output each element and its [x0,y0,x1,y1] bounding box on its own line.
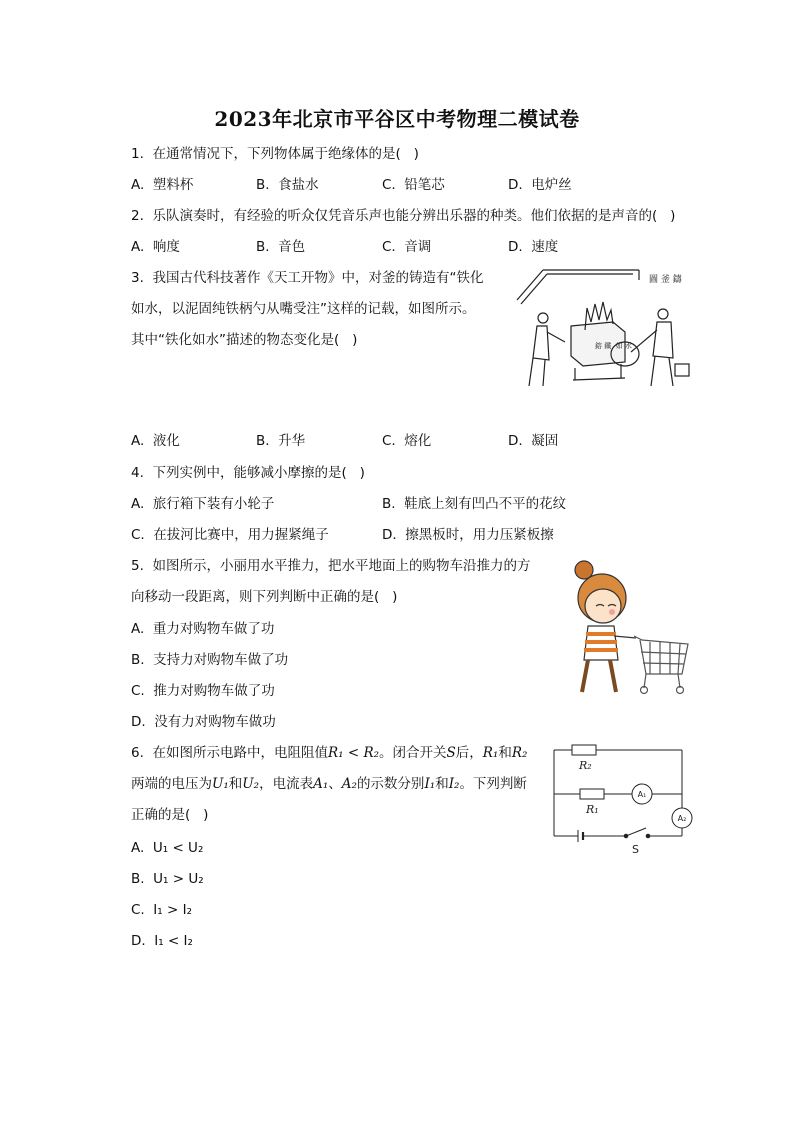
shopping-cart-girl-illustration [570,556,694,698]
q6-math-r2: R₂ [511,745,528,761]
question-3-stem-line1: 3. 我国古代科技著作《天工开物》中，对釜的铸造有“铁化 [131,270,484,286]
q5-option-c[interactable]: C. 推力对购物车做了功 [131,683,275,699]
q6-math-a1: A₁ [313,776,329,792]
question-2-stem: 2. 乐队演奏时，有经验的听众仅凭音乐声也能分辨出乐器的种类。他们依据的是声音的( ) [131,208,676,224]
q6-math-a2: A₂ [341,776,357,792]
q6-text: 和 [228,776,243,792]
q6-math-r1: R₁ [482,745,499,761]
q2-option-a[interactable]: A. 响度 [131,239,180,255]
q6-option-d[interactable]: D. I₁ < I₂ [131,933,193,949]
q1-option-a[interactable]: A. 塑料杯 [131,177,194,193]
q2-option-b[interactable]: B. 音色 [256,239,306,255]
circuit-label-s: S [632,843,639,856]
q6-text: 、 [328,776,342,792]
q6-option-b[interactable]: B. U₁ > U₂ [131,871,204,887]
question-6-stem-line1 [131,744,527,762]
question-5-stem-line2: 向移动一段距离，则下列判断中正确的是( ) [131,589,398,605]
q6-text: 。闭合开关 [379,745,447,761]
q6-math-u2: U₂ [242,776,260,792]
question-6-stem-line2 [131,775,527,793]
q6-math-s: S [446,745,456,761]
page-title: 2023年北京市平谷区中考物理二模试卷 [214,107,580,131]
q6-text: 。下列判断 [459,776,527,792]
q1-option-c[interactable]: C. 铅笔芯 [382,177,445,193]
q6-math-r1-lt-r2: R₁ < R₂ [327,745,380,761]
q5-option-a[interactable]: A. 重力对购物车做了功 [131,621,275,637]
q6-option-a[interactable]: A. U₁ < U₂ [131,840,204,856]
question-4-stem: 4. 下列实例中，能够减小摩擦的是( ) [131,465,365,481]
q4-option-a[interactable]: A. 旅行箱下装有小轮子 [131,496,275,512]
question-3-stem-line2: 如水，以泥固纯铁柄勺从嘴受注”这样的记载，如图所示。 [131,301,476,317]
q4-option-c[interactable]: C. 在拔河比赛中，用力握紧绳子 [131,527,329,543]
q6-text: 后， [455,745,483,761]
q2-option-d[interactable]: D. 速度 [508,239,559,255]
question-6-stem-line3: 正确的是( ) [131,807,209,823]
q1-option-b[interactable]: B. 食盐水 [256,177,319,193]
figure-caption: 圖 釜 鑄 [649,275,682,285]
q6-text: 的示数分别 [356,776,425,792]
q3-option-a[interactable]: A. 液化 [131,433,180,449]
casting-illustration [513,268,697,394]
q4-option-b[interactable]: B. 鞋底上刻有凹凸不平的花纹 [382,496,567,512]
circuit-label-a2: A₂ [677,814,687,823]
q3-option-c[interactable]: C. 熔化 [382,433,432,449]
q3-option-b[interactable]: B. 升华 [256,433,306,449]
q6-math-i2: I₂ [448,776,460,792]
q5-option-b[interactable]: B. 支持力对购物车做了功 [131,652,289,668]
q1-option-d[interactable]: D. 电炉丝 [508,177,572,193]
q6-text: ，电流表 [259,776,314,792]
circuit-diagram [548,740,696,856]
q6-text: 和 [435,776,449,792]
circuit-label-r1: R₁ [586,803,599,816]
q6-option-c[interactable]: C. I₁ > I₂ [131,902,192,918]
q6-text: 6. 在如图所示电路中，电阻阻值 [131,745,328,761]
q6-math-u1: U₁ [212,776,229,792]
question-3-stem-line3: 其中“铁化如水”描述的物态变化是( ) [131,332,358,348]
circuit-label-r2: R₂ [579,759,592,772]
question-5-stem-line1: 5. 如图所示，小丽用水平推力，把水平地面上的购物车沿推力的方 [131,558,531,574]
q2-option-c[interactable]: C. 音调 [382,239,432,255]
q4-option-d[interactable]: D. 擦黑板时，用力压紧板擦 [382,527,554,543]
q6-text: 两端的电压为 [131,776,212,792]
q3-option-d[interactable]: D. 凝固 [508,433,559,449]
figure-label: 鎔 鐵 如 水 [595,342,632,350]
question-1-stem: 1. 在通常情况下，下列物体属于绝缘体的是( ) [131,146,419,162]
q6-text: 和 [498,745,512,761]
q6-math-i1: I₁ [424,776,436,792]
q5-option-d[interactable]: D. 没有力对购物车做功 [131,714,276,730]
circuit-label-a1: A₁ [637,790,647,799]
